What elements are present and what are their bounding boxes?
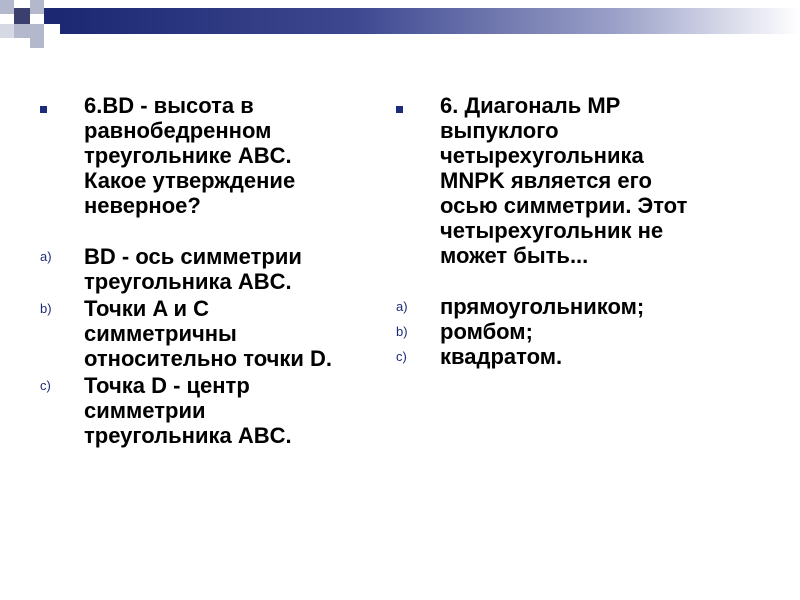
deco-square xyxy=(44,8,60,24)
option-text: ромбом; xyxy=(440,319,533,344)
left-question-row xyxy=(40,93,370,218)
bullet-icon xyxy=(40,93,84,118)
option-label: a) xyxy=(40,249,52,264)
deco-square xyxy=(14,8,30,24)
option-text: Точки A и С симметричны относительно точки D. xyxy=(84,296,333,371)
header-gradient-bar xyxy=(60,8,800,34)
option-text: BD - ось симметрии треугольника ABC. xyxy=(84,244,302,294)
right-question-text: 6. Диагональ MP выпуклого четырехугольника MNPK является его осью симметрии. Этот четырехугольник не может быть... xyxy=(440,93,688,268)
right-question-block xyxy=(396,93,756,369)
left-question-text: 6.BD - высота в равнобедренном треугольнике ABC. Какое утверждение неверное? xyxy=(84,93,296,218)
right-option-a xyxy=(396,294,756,319)
bullet-icon xyxy=(396,93,440,118)
option-label: c) xyxy=(396,349,407,364)
right-option-c xyxy=(396,344,756,369)
option-text: прямоугольником; xyxy=(440,294,645,319)
right-question-row xyxy=(396,93,756,268)
deco-square xyxy=(0,24,14,38)
option-text: Точка D - центр симметрии треугольника ABC. xyxy=(84,373,292,448)
option-label: c) xyxy=(40,378,51,393)
right-option-b xyxy=(396,319,756,344)
deco-square xyxy=(30,0,44,14)
deco-square xyxy=(0,0,14,14)
option-label: b) xyxy=(40,301,52,316)
deco-square xyxy=(30,38,44,48)
left-option-c xyxy=(40,373,370,448)
deco-square xyxy=(14,24,30,38)
option-label: a) xyxy=(396,299,408,314)
left-question-block xyxy=(40,93,370,448)
deco-square xyxy=(30,24,44,38)
option-label: b) xyxy=(396,324,408,339)
left-option-a xyxy=(40,244,370,294)
left-option-b xyxy=(40,296,370,371)
option-text: квадратом. xyxy=(440,344,563,369)
